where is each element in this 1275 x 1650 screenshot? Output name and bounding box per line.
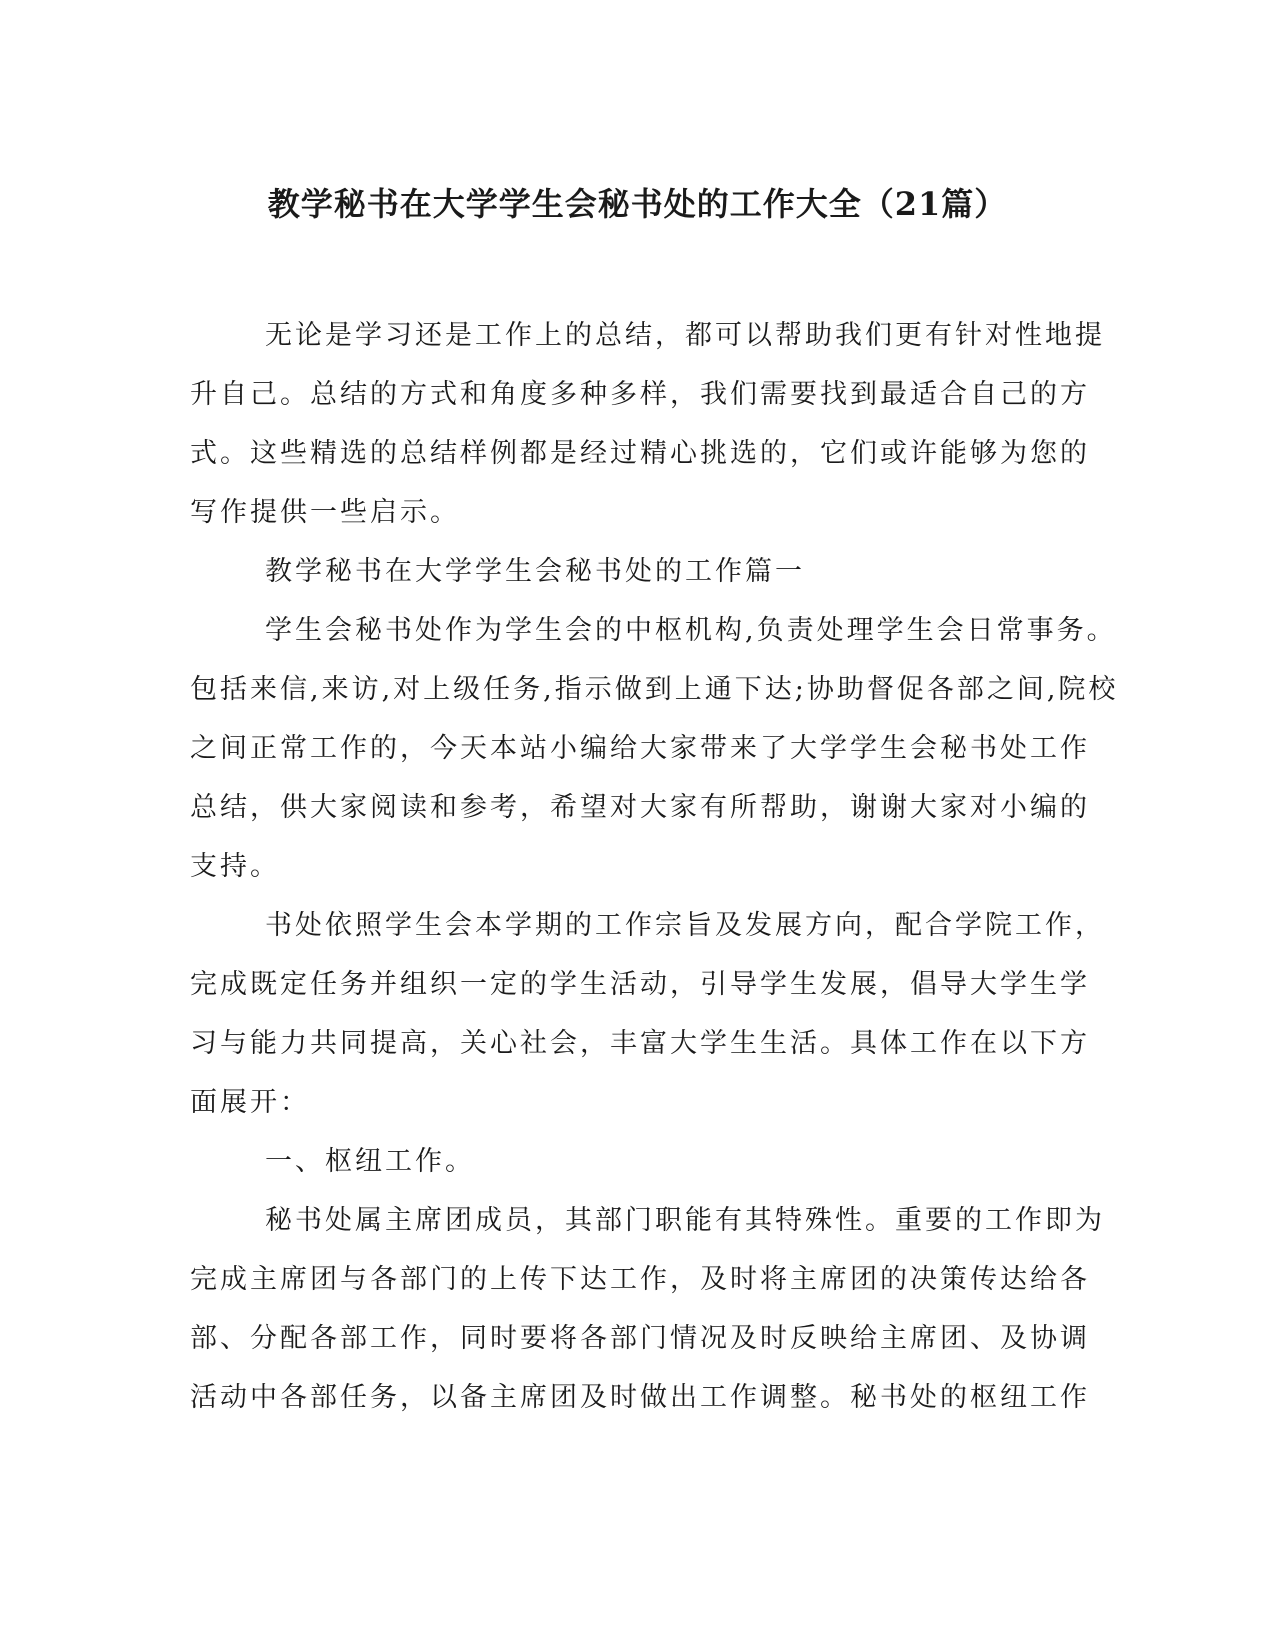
- subsection-heading: 一、枢纽工作。: [265, 1146, 475, 1177]
- paragraph-line: 总结，供大家阅读和参考，希望对大家有所帮助，谢谢大家对小编的: [190, 792, 1090, 823]
- paragraph-line: 无论是学习还是工作上的总结，都可以帮助我们更有针对性地提: [265, 320, 1105, 351]
- paragraph-line: 包括来信,来访,对上级任务,指示做到上通下达;协助督促各部之间,院校: [190, 674, 1119, 705]
- paragraph-line: 秘书处属主席团成员，其部门职能有其特殊性。重要的工作即为: [265, 1205, 1105, 1236]
- paragraph-line: 学生会秘书处作为学生会的中枢机构,负责处理学生会日常事务。: [265, 615, 1117, 646]
- paragraph-line: 书处依照学生会本学期的工作宗旨及发展方向，配合学院工作，: [265, 910, 1105, 941]
- paragraph-line: 习与能力共同提高，关心社会，丰富大学生生活。具体工作在以下方: [190, 1028, 1090, 1059]
- paragraph-line: 之间正常工作的，今天本站小编给大家带来了大学学生会秘书处工作: [190, 733, 1090, 764]
- paragraph-line: 升自己。总结的方式和角度多种多样，我们需要找到最适合自己的方: [190, 379, 1090, 410]
- paragraph-line: 写作提供一些启示。: [190, 497, 460, 528]
- paragraph-line: 支持。: [190, 851, 280, 882]
- section-heading: 教学秘书在大学学生会秘书处的工作篇一: [265, 556, 805, 587]
- paragraph-line: 活动中各部任务，以备主席团及时做出工作调整。秘书处的枢纽工作: [190, 1382, 1090, 1413]
- paragraph-line: 部、分配各部工作，同时要将各部门情况及时反映给主席团、及协调: [190, 1323, 1090, 1354]
- paragraph-line: 面展开：: [190, 1087, 310, 1118]
- paragraph-line: 完成既定任务并组织一定的学生活动，引导学生发展，倡导大学生学: [190, 969, 1090, 1000]
- paragraph-line: 完成主席团与各部门的上传下达工作，及时将主席团的决策传达给各: [190, 1264, 1090, 1295]
- document-title: 教学秘书在大学学生会秘书处的工作大全（21篇）: [267, 185, 1008, 223]
- paragraph-line: 式。这些精选的总结样例都是经过精心挑选的，它们或许能够为您的: [190, 438, 1090, 469]
